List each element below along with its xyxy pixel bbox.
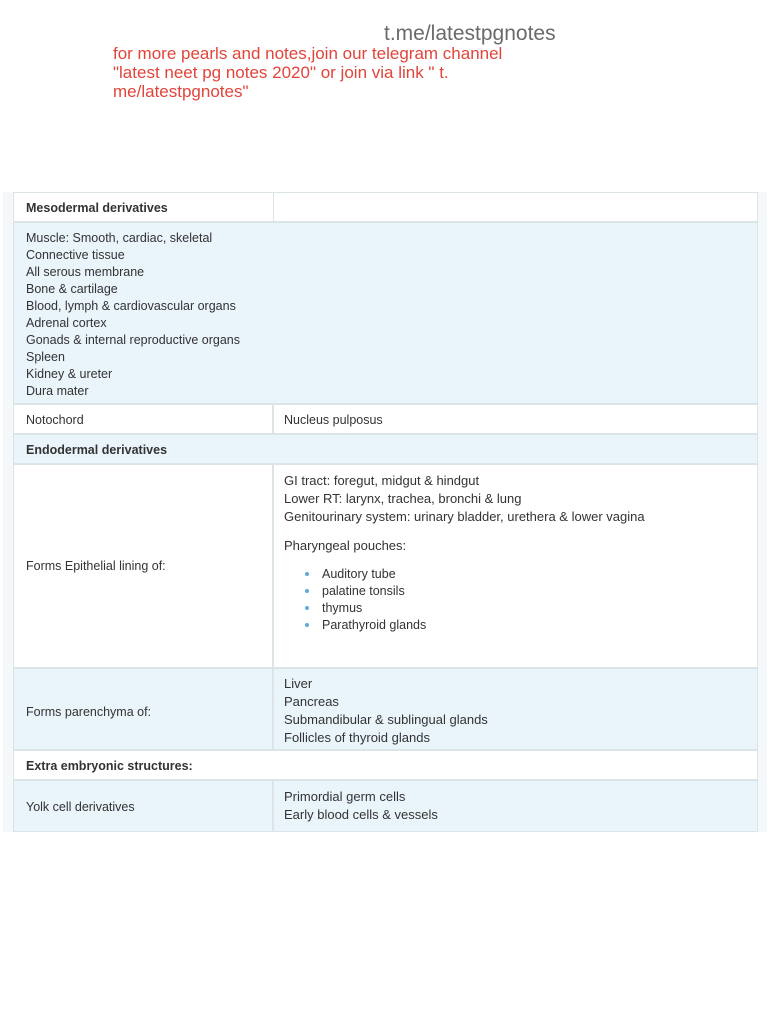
pouches-list — [284, 566, 757, 634]
list-item: Lower RT: larynx, trachea, bronchi & lung — [284, 491, 522, 506]
notochord-derivative: Nucleus pulposus — [273, 404, 758, 434]
promo-line: me/latestpgnotes" — [113, 82, 249, 101]
list-item: Bone & cartilage — [26, 282, 118, 296]
list-item: Auditory tube — [284, 566, 757, 583]
list-item: Genitourinary system: urinary bladder, urethera & lower vagina — [284, 509, 645, 524]
derivatives-table — [3, 192, 767, 832]
list-item: Early blood cells & vessels — [284, 807, 438, 822]
list-item: Follicles of thyroid glands — [284, 730, 430, 745]
parenchyma-label: Forms parenchyma of: — [13, 668, 273, 750]
list-item: Liver — [284, 676, 313, 691]
list-item: GI tract: foregut, midgut & hindgut — [284, 473, 480, 488]
list-item: Pancreas — [284, 694, 339, 709]
list-item: Muscle: Smooth, cardiac, skeletal — [26, 231, 213, 245]
list-item: Spleen — [26, 350, 65, 364]
list-item: Parathyroid glands — [284, 617, 757, 634]
parenchyma-list — [273, 668, 758, 750]
list-item: All serous membrane — [26, 265, 145, 279]
list-item: Kidney & ureter — [26, 367, 113, 381]
section-heading: Mesodermal derivatives — [13, 192, 273, 222]
epithelial-content — [273, 464, 758, 668]
empty-cell — [273, 192, 758, 222]
pouches-label: Pharyngeal pouches: — [284, 538, 407, 553]
list-item: Connective tissue — [26, 248, 125, 262]
list-item: Dura mater — [26, 384, 89, 398]
promo-line: "latest neet pg notes 2020" or join via link " t. — [113, 63, 449, 82]
list-item: Adrenal cortex — [26, 316, 107, 330]
section-heading: Endodermal derivatives — [13, 434, 758, 464]
promo-text — [113, 44, 633, 101]
list-item: palatine tonsils — [284, 583, 757, 600]
notochord-label: Notochord — [13, 404, 273, 434]
yolk-label: Yolk cell derivatives — [13, 780, 273, 832]
list-item: thymus — [284, 600, 757, 617]
list-item: Submandibular & sublingual glands — [284, 712, 488, 727]
list-item: Gonads & internal reproductive organs — [26, 333, 241, 347]
epithelial-label: Forms Epithelial lining of: — [13, 464, 273, 668]
list-item: Primordial germ cells — [284, 789, 406, 804]
yolk-list — [273, 780, 758, 832]
promo-line: for more pearls and notes,join our telegram channel — [113, 44, 503, 63]
channel-link[interactable]: t.me/latestpgnotes — [384, 22, 556, 45]
mesodermal-list — [13, 222, 758, 404]
list-item: Blood, lymph & cardiovascular organs — [26, 299, 236, 313]
section-heading: Extra embryonic structures: — [13, 750, 758, 780]
